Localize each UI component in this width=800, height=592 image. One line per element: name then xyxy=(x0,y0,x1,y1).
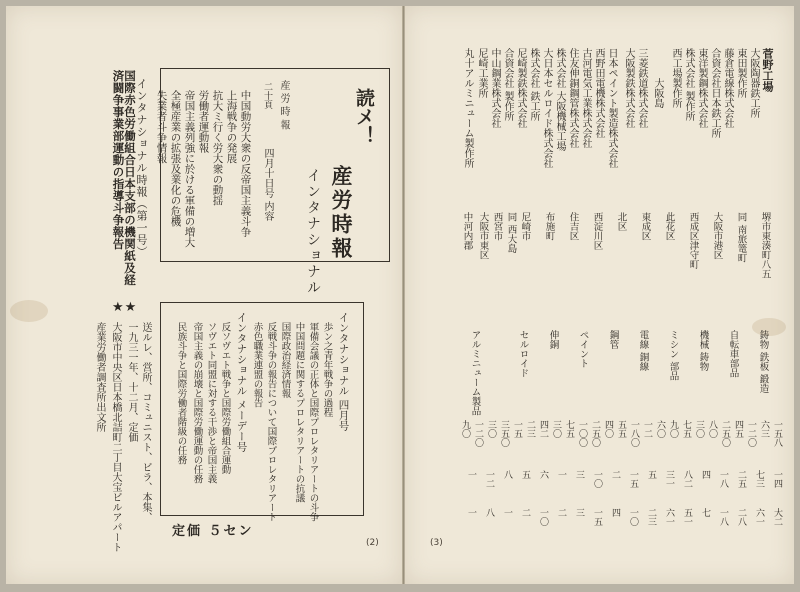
address: 尼崎市 xyxy=(519,212,531,241)
number-cell: 五五 xyxy=(616,420,626,438)
heading-title: 産労時報 xyxy=(329,165,353,261)
issue-pages: 二十頁 xyxy=(262,82,272,109)
number-cell: 七三 xyxy=(754,470,764,488)
intl-contents-item: 軍備会議の正体と国際プロレタリアートの斗争 xyxy=(307,322,319,522)
factory-name: 西工場製作所 xyxy=(670,48,681,108)
number-cell: 四 xyxy=(610,508,620,517)
number-cell: 三〇 xyxy=(486,420,496,438)
number-cell: 三 xyxy=(574,508,584,517)
contents-item: 全極産業の拡張及業化の危機 xyxy=(169,90,182,227)
contents-item: 上海戦争の発展 xyxy=(225,90,238,164)
notice-line: 一九三一年、十二月、定価 xyxy=(126,322,137,442)
number-cell: 八 xyxy=(484,508,494,517)
notice-line: 産業労働者調査所出文所 xyxy=(94,322,105,432)
number-cell: 一二〇 xyxy=(473,420,483,447)
intl-contents-item: 民族斗争と国際労働者階級の任務 xyxy=(175,322,187,465)
intl-contents-item: 赤色職業連盟の報告 xyxy=(251,322,263,408)
address: 北区 xyxy=(615,212,627,231)
intl-contents-item: 歩ン之青年戦争の過程 xyxy=(321,322,333,417)
number-cell: 二五 xyxy=(736,470,746,488)
number-cell: 三〇 xyxy=(694,420,704,438)
number-cell: 二 xyxy=(556,508,566,517)
number-cell: 七五 xyxy=(564,420,574,438)
binding-stain xyxy=(10,300,48,322)
number-cell: 三一 xyxy=(664,470,674,488)
address: 大阪市東区 xyxy=(477,212,489,260)
product: ミシン 部品 xyxy=(667,330,679,381)
contents-item: 中国動労大衆の反帝国主義斗争 xyxy=(239,90,252,237)
address: 此花区 xyxy=(663,212,675,241)
factory-name: 西野田電機株式会社 xyxy=(593,48,604,138)
product: アルミニューム製品 xyxy=(469,330,481,416)
number-cell: 二八 xyxy=(736,508,746,526)
number-cell: 一五 xyxy=(592,508,602,526)
number-cell: 一〇 xyxy=(592,470,602,488)
number-cell: 一五 xyxy=(628,470,638,488)
intl-contents-item: 反ソヴエト戦争と国際労働組合運動 xyxy=(219,322,231,474)
address: 東成区 xyxy=(639,212,651,241)
number-cell: 四五 xyxy=(733,420,743,438)
number-cell: 二五〇 xyxy=(590,420,600,447)
number-cell: 四 xyxy=(700,470,710,479)
heading-read: 読メ！ xyxy=(353,88,375,145)
stars-mark: ★★ xyxy=(112,300,138,315)
price-label: 定価 ５セン xyxy=(172,524,254,539)
factory-name: 尼崎工業所 xyxy=(476,48,487,98)
factory-name: 株式会社 製作所 xyxy=(683,48,694,122)
address: 中河内郡 xyxy=(461,212,473,250)
notice-line: 大阪市中央区日本橋北詰町二丁目大宝ビルアパート xyxy=(110,322,121,552)
number-cell: 二三 xyxy=(525,420,535,438)
number-cell: 三五〇 xyxy=(499,420,509,447)
number-cell: 一 xyxy=(556,470,566,479)
contents-item: 帝国主義列強に於ける軍備の増大 xyxy=(183,90,196,248)
number-cell: 一五八 xyxy=(772,420,782,447)
factory-name: 菅野工場 xyxy=(761,48,774,92)
address: 同 西大島 xyxy=(505,212,517,254)
factory-name: 中山鋼業株式会社 xyxy=(489,48,500,128)
factory-name: 合資会社 製作所 xyxy=(502,48,513,122)
intl-contents-item: インタナショナル メーデー号 xyxy=(235,312,248,452)
number-cell: 二五〇 xyxy=(720,420,730,447)
page-number-right: (3) xyxy=(430,538,443,548)
intl-title: インタナショナル時報（第一号） xyxy=(135,78,148,258)
number-cell: 九〇 xyxy=(460,420,470,438)
number-cell: 六 xyxy=(538,470,548,479)
product: 電線 銅線 xyxy=(637,330,649,372)
address: 西宮市 xyxy=(491,212,503,241)
page-fold xyxy=(402,6,405,584)
number-cell: 一八〇 xyxy=(629,420,639,447)
factory-name: 丸十アルミニューム製作所 xyxy=(462,48,473,168)
intl-contents-item: 帝国主義の崩壊と国際労働運動の任務 xyxy=(191,322,203,484)
address: 堺市東湊町八五 xyxy=(759,212,771,279)
number-cell: 七 xyxy=(700,508,710,517)
number-cell: 九〇 xyxy=(668,420,678,438)
product: 鋳物 鉄板 鍛造 xyxy=(757,330,769,394)
product: 自転車部品 xyxy=(727,330,739,378)
number-cell: 五 xyxy=(646,470,656,479)
product: 鋼管 xyxy=(607,330,619,349)
number-cell: 一 xyxy=(502,508,512,517)
factory-name: 大日本セルロイド株式会社 xyxy=(541,48,552,168)
address: 住吉区 xyxy=(567,212,579,241)
number-cell: 一〇 xyxy=(538,508,548,526)
number-cell: 八 xyxy=(502,470,512,479)
product: 伸銅 xyxy=(547,330,559,349)
number-cell: 一〇 xyxy=(628,508,638,526)
page-number-left: (2) xyxy=(366,538,379,548)
number-cell: 一五 xyxy=(512,420,522,438)
number-cell: 八〇 xyxy=(707,420,717,438)
number-cell: 四二 xyxy=(538,420,548,438)
number-cell: 一二 xyxy=(484,470,494,488)
address: 布施町 xyxy=(543,212,555,241)
heading-subtitle: インタナショナル xyxy=(305,168,321,296)
number-cell: 六一 xyxy=(754,508,764,526)
number-cell: 三〇 xyxy=(551,420,561,438)
number-cell: 一 xyxy=(466,470,476,479)
number-cell: 四〇 xyxy=(603,420,613,438)
address: 同 南旅篭町 xyxy=(735,212,747,263)
number-cell: 一八 xyxy=(718,470,728,488)
contents-item: 抗大ミ行く労大衆の動揺 xyxy=(211,90,224,206)
number-cell: 七五 xyxy=(681,420,691,438)
factory-name: 三菱鉄道株式会社 xyxy=(636,48,647,128)
factory-name: 住友伸銅鋼管株式会社 xyxy=(567,48,578,148)
number-cell: 五一 xyxy=(682,508,692,526)
number-cell: 二 xyxy=(610,470,620,479)
notice-line: 送ルレ、営所、コミュニスト、ビラ、本集、 xyxy=(140,322,151,522)
intl-description: 国際赤色労働組合日本支部の機関紙及経済闘争事業部運動の指導斗争報告 xyxy=(111,70,137,286)
number-cell: 八二 xyxy=(682,470,692,488)
factory-name: 藤倉電線株式会社 xyxy=(722,48,733,128)
number-cell: 二三 xyxy=(646,508,656,526)
factory-name: 大阪陶器鉄工所 xyxy=(748,48,759,118)
contents-item: 労働者運動報 xyxy=(197,90,210,153)
factory-name: 大阪島 xyxy=(652,78,663,108)
product: ペイント xyxy=(577,330,589,368)
number-cell: 六〇 xyxy=(655,420,665,438)
factory-name: 大阪製鉄株式会社 xyxy=(623,48,634,128)
product: セルロイド xyxy=(517,330,529,378)
number-cell: 二 xyxy=(520,508,530,517)
intl-contents-item: 中国問題に関するプロレタリアートの抗議 xyxy=(293,322,305,503)
factory-name: 合資会社日本鉄工所 xyxy=(709,48,720,138)
address: 西成区津守町 xyxy=(687,212,699,269)
intl-contents-title: インタナショナル 四月号 xyxy=(337,312,350,431)
number-cell: 大二 xyxy=(772,508,782,526)
number-cell: 六三 xyxy=(759,420,769,438)
number-cell: 一二〇 xyxy=(746,420,756,447)
factory-name: 日本ペイント製造株式会社 xyxy=(606,48,617,168)
address: 西淀川区 xyxy=(591,212,603,250)
intl-contents-item: ソヴエト同盟に対する干渉と帝国主義 xyxy=(205,322,217,484)
factory-name: 株式会社 鉄工所 xyxy=(528,48,539,122)
factory-name: 尼崎製鉄株式会社 xyxy=(515,48,526,128)
number-cell: 一二 xyxy=(642,420,652,438)
number-cell: 五 xyxy=(520,470,530,479)
number-cell: 一〇〇 xyxy=(577,420,587,447)
address: 大阪市港区 xyxy=(711,212,723,260)
intl-contents-item: 国際政治経済情報 xyxy=(279,322,291,398)
factory-name: 古河電気工業株式会社 xyxy=(580,48,591,148)
factory-name: 東田製作所 xyxy=(735,48,746,98)
factory-name: 東洋製鋼株式会社 xyxy=(696,48,707,128)
number-cell: 六一 xyxy=(664,508,674,526)
factory-name: 株式会社 大阪機械工場 xyxy=(554,48,565,152)
product: 機械 鋳物 xyxy=(697,330,709,372)
contents-item: 失業者斗争情報 xyxy=(155,90,168,164)
issue-label: 産 労 時 報 xyxy=(278,80,289,130)
number-cell: 一 xyxy=(466,508,476,517)
number-cell: 一四 xyxy=(772,470,782,488)
number-cell: 三 xyxy=(574,470,584,479)
number-cell: 一八 xyxy=(718,508,728,526)
issue-date: 四月十日号 内容 xyxy=(262,148,273,222)
intl-contents-item: 反戦斗争の報告について国際プロレタリアート xyxy=(265,322,277,522)
